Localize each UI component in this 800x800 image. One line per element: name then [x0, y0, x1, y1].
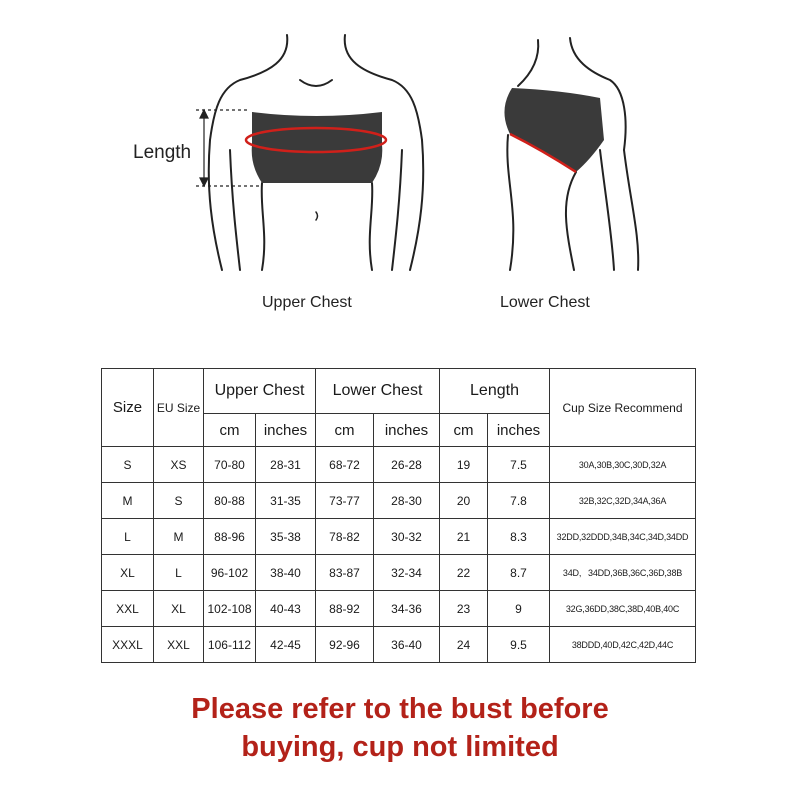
cup-size-cell: 32G,36DD,38C,38D,40B,40C [550, 591, 696, 627]
eu-size-cell: L [154, 555, 204, 591]
header-eu-size: EU Size [154, 369, 204, 447]
unit-cell: cm [316, 414, 374, 447]
lower-chest-inches-cell: 28-30 [374, 483, 440, 519]
lower-chest-inches-cell: 32-34 [374, 555, 440, 591]
upper-chest-inches-cell: 38-40 [256, 555, 316, 591]
upper-chest-inches-cell: 35-38 [256, 519, 316, 555]
lower-chest-cm-cell: 88-92 [316, 591, 374, 627]
eu-size-cell: XXL [154, 627, 204, 663]
illustration-area [0, 0, 800, 330]
lower-chest-cm-cell: 83-87 [316, 555, 374, 591]
unit-cell: inches [488, 414, 550, 447]
upper-chest-inches-cell: 40-43 [256, 591, 316, 627]
eu-size-cell: S [154, 483, 204, 519]
size-cell: L [102, 519, 154, 555]
unit-cell: cm [440, 414, 488, 447]
upper-chest-inches-cell: 31-35 [256, 483, 316, 519]
length-inches-cell: 9.5 [488, 627, 550, 663]
eu-size-cell: XS [154, 447, 204, 483]
upper-chest-cm-cell: 96-102 [204, 555, 256, 591]
length-inches-cell: 9 [488, 591, 550, 627]
length-inches-cell: 8.3 [488, 519, 550, 555]
cup-size-cell: 34D, 34DD,36B,36C,36D,38B [550, 555, 696, 591]
length-arrow [196, 110, 260, 186]
lower-chest-cm-cell: 92-96 [316, 627, 374, 663]
size-cell: XXL [102, 591, 154, 627]
upper-chest-cm-cell: 106-112 [204, 627, 256, 663]
length-cm-cell: 20 [440, 483, 488, 519]
unit-cell: inches [256, 414, 316, 447]
header-length: Length [440, 369, 550, 414]
length-cm-cell: 23 [440, 591, 488, 627]
cup-size-cell: 38DDD,40D,42C,42D,44C [550, 627, 696, 663]
eu-size-cell: XL [154, 591, 204, 627]
length-cm-cell: 24 [440, 627, 488, 663]
lower-chest-cm-cell: 68-72 [316, 447, 374, 483]
table-row [102, 591, 696, 627]
upper-chest-cm-cell: 70-80 [204, 447, 256, 483]
unit-cell: cm [204, 414, 256, 447]
lower-chest-inches-cell: 34-36 [374, 591, 440, 627]
upper-chest-cm-cell: 102-108 [204, 591, 256, 627]
upper-chest-inches-cell: 28-31 [256, 447, 316, 483]
unit-cell: inches [374, 414, 440, 447]
upper-chest-cm-cell: 88-96 [204, 519, 256, 555]
notice-text [0, 690, 800, 766]
size-chart-table [101, 368, 696, 663]
cup-size-cell: 30A,30B,30C,30D,32A [550, 447, 696, 483]
table-header-row [102, 369, 696, 414]
length-cm-cell: 22 [440, 555, 488, 591]
upper-chest-inches-cell: 42-45 [256, 627, 316, 663]
upper-chest-caption: Upper Chest [262, 294, 352, 311]
length-inches-cell: 7.5 [488, 447, 550, 483]
table-row [102, 627, 696, 663]
cup-size-cell: 32B,32C,32D,34A,36A [550, 483, 696, 519]
header-cup-size: Cup Size Recommend [550, 369, 696, 447]
eu-size-cell: M [154, 519, 204, 555]
table-row [102, 447, 696, 483]
header-upper-chest: Upper Chest [204, 369, 316, 414]
lower-chest-cm-cell: 78-82 [316, 519, 374, 555]
table-row [102, 519, 696, 555]
header-lower-chest: Lower Chest [316, 369, 440, 414]
notice-line-1: Please refer to the bust before [191, 693, 609, 725]
body-diagrams [0, 0, 800, 330]
lower-chest-caption: Lower Chest [500, 294, 590, 311]
notice-line-2: buying, cup not limited [241, 731, 559, 763]
size-cell: XXXL [102, 627, 154, 663]
length-cm-cell: 19 [440, 447, 488, 483]
lower-chest-inches-cell: 30-32 [374, 519, 440, 555]
length-cm-cell: 21 [440, 519, 488, 555]
length-inches-cell: 8.7 [488, 555, 550, 591]
lower-chest-inches-cell: 36-40 [374, 627, 440, 663]
size-cell: S [102, 447, 154, 483]
table-row [102, 483, 696, 519]
header-size: Size [102, 369, 154, 447]
length-inches-cell: 7.8 [488, 483, 550, 519]
upper-chest-cm-cell: 80-88 [204, 483, 256, 519]
cup-size-cell: 32DD,32DDD,34B,34C,34D,34DD [550, 519, 696, 555]
length-label: Length [133, 142, 192, 163]
size-cell: XL [102, 555, 154, 591]
table-row [102, 555, 696, 591]
size-cell: M [102, 483, 154, 519]
lower-chest-cm-cell: 73-77 [316, 483, 374, 519]
front-garment [252, 112, 383, 183]
lower-chest-inches-cell: 26-28 [374, 447, 440, 483]
